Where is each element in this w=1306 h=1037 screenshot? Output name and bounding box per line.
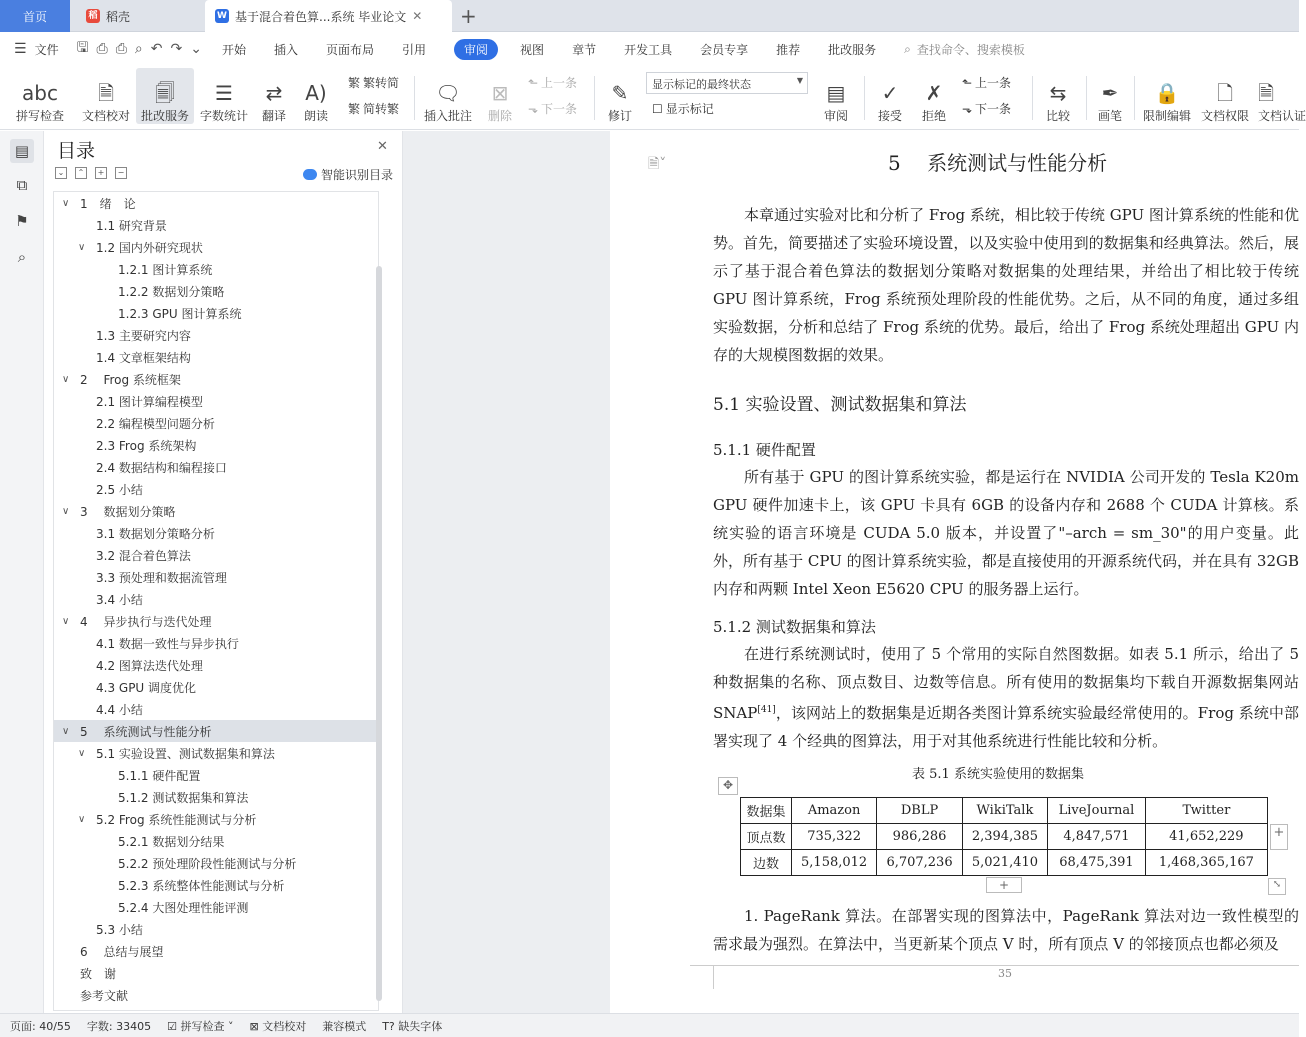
menu-review-service[interactable]: 批改服务 <box>828 42 877 57</box>
menu-chapter[interactable]: 章节 <box>572 42 597 57</box>
simp-to-trad-icon: 繁 <box>348 102 361 116</box>
chapter-title: 5 系统测试与性能分析 <box>888 151 1108 175</box>
review-pane-button[interactable] <box>816 68 856 124</box>
toc-item[interactable] <box>54 610 378 632</box>
translate-button[interactable] <box>256 68 292 124</box>
next-change-icon: ⬎ <box>962 101 973 116</box>
wps-writer-icon: W <box>215 9 229 23</box>
compare-icon: ⇆ <box>1049 81 1067 105</box>
toc-item-label: 4.1 数据一致性与异步执行 <box>96 636 239 651</box>
document-margin-area <box>403 131 610 1013</box>
show-markup-label: 显示标记 <box>665 102 714 116</box>
chevron-down-icon[interactable]: ∨ <box>62 197 70 209</box>
accept-button[interactable] <box>870 68 910 124</box>
missing-font-label: 缺失字体 <box>398 1019 443 1033</box>
toc-list <box>53 191 379 1011</box>
table-cell: 41,652,229 <box>1145 824 1267 850</box>
table-cell: 986,286 <box>877 824 962 850</box>
menu-view[interactable]: 视图 <box>520 42 545 57</box>
search-icon: ⌕ <box>904 41 911 56</box>
word-count-label: 字数统计 <box>199 109 248 123</box>
toc-item-label: 5.2 Frog 系统性能测试与分析 <box>96 812 257 827</box>
table-row <box>741 850 1268 876</box>
toc-item[interactable] <box>54 808 378 830</box>
toc-item[interactable] <box>54 676 378 698</box>
toc-item[interactable] <box>54 456 378 478</box>
table-cell: 2,394,385 <box>962 824 1047 850</box>
toc-item[interactable] <box>54 324 378 346</box>
document-page[interactable] <box>610 131 1299 1013</box>
section-5-1-heading: 5.1 实验设置、测试数据集和算法 <box>713 395 967 415</box>
delete-comment-label: 删除 <box>487 109 512 123</box>
spell-check-status-icon: ☑ <box>167 1019 177 1033</box>
preview-icon[interactable]: ⌕ <box>134 41 143 57</box>
lock-icon: 🔒 <box>1154 81 1180 105</box>
insert-comment-icon: 🗨 <box>435 81 461 105</box>
toc-item-label: 4.4 小结 <box>96 702 143 717</box>
add-column-icon[interactable]: + <box>1270 824 1288 850</box>
chevron-down-icon[interactable]: ∨ <box>62 725 70 737</box>
toc-item-label: 1.2.2 数据划分策略 <box>118 284 225 299</box>
menu-member[interactable]: 会员专享 <box>700 42 749 57</box>
toc-item[interactable] <box>54 214 378 236</box>
table-cell: 边数 <box>741 850 792 876</box>
navigation-icon[interactable]: ⧉ <box>16 176 28 194</box>
table-cell: 1,468,365,167 <box>1145 850 1267 876</box>
toc-item[interactable] <box>54 236 378 258</box>
new-tab-button[interactable]: + <box>460 4 477 28</box>
table-cell: 4,847,571 <box>1048 824 1146 850</box>
toc-item[interactable] <box>54 918 378 940</box>
redo-icon[interactable]: ↷ <box>170 41 183 57</box>
review-service-button[interactable] <box>136 68 194 124</box>
toc-title: 目录 <box>57 140 96 162</box>
translate-icon: ⇄ <box>265 81 283 105</box>
read-aloud-icon: A) <box>305 81 327 105</box>
toc-item-label: 1.2.1 图计算系统 <box>118 262 213 277</box>
toc-toolbar <box>55 167 127 179</box>
reject-button[interactable] <box>914 68 954 124</box>
menu-dev-tools[interactable]: 开发工具 <box>624 42 673 57</box>
toc-item[interactable] <box>54 346 378 368</box>
review-service-label: 批改服务 <box>140 109 189 123</box>
ribbon-divider <box>1032 76 1033 120</box>
chevron-down-icon[interactable]: ∨ <box>62 615 70 627</box>
toc-item[interactable] <box>54 522 378 544</box>
next-change-button[interactable] <box>962 100 1011 117</box>
reject-label: 拒绝 <box>921 109 946 123</box>
toc-item[interactable] <box>54 434 378 456</box>
spell-check-button[interactable] <box>8 68 72 124</box>
missing-font-status[interactable] <box>382 1018 442 1034</box>
table-caption: 表 5.1 系统实验使用的数据集 <box>912 767 1084 782</box>
table-resize-icon[interactable]: ⤡ <box>1268 878 1286 895</box>
hardware-paragraph: 所有基于 GPU 的图计算系统实验，都是运行在 NVIDIA 公司开发的 Tesla K20m GPU 硬件加速卡上，该 GPU 卡具有 6GB 的设备内存和 2688 个 CUDA 计算核。系统实验的语言环境是 CUDA 5.0 版本，并设置了"–arch = sm_30"的用户变量。此外，所有基于 CPU 的图计算系统实验，都是直接使用的开源系统代码，并在具有 32GB 内存和两颗 Intel Xeon E5620 CPU 的服务器上运行。 <box>713 468 1299 598</box>
restrict-edit-button[interactable] <box>1140 68 1194 124</box>
next-change-label: 下一条 <box>975 102 1012 116</box>
missing-font-icon: T? <box>382 1019 395 1033</box>
ribbon-divider <box>1086 76 1087 120</box>
toc-item-label: 5.2.2 预处理阶段性能测试与分析 <box>118 856 297 871</box>
menu-page-layout[interactable]: 页面布局 <box>326 42 375 57</box>
dataset-paragraph <box>713 640 1299 755</box>
read-aloud-button[interactable] <box>298 68 334 124</box>
pen-button[interactable] <box>1092 68 1128 124</box>
toc-item-label: 2.4 数据结构和编程接口 <box>96 460 227 475</box>
close-icon[interactable]: ✕ <box>377 139 388 154</box>
restrict-edit-label: 限制编辑 <box>1142 109 1191 123</box>
next-comment-button[interactable] <box>528 100 577 117</box>
read-aloud-label: 朗读 <box>303 109 328 123</box>
command-search[interactable]: 查找命令、搜索模板 <box>916 42 1025 57</box>
toc-item-label: 1.2 国内外研究现状 <box>96 240 203 255</box>
table-row <box>741 824 1268 850</box>
toc-item-label: 6 总结与展望 <box>80 944 164 959</box>
section-5-1-2-heading: 5.1.2 测试数据集和算法 <box>713 618 876 636</box>
toc-item-label: 1.4 文章框架结构 <box>96 350 191 365</box>
menu-recommend[interactable]: 推荐 <box>776 42 801 57</box>
spell-check-icon: abc <box>22 81 58 105</box>
doc-proof-status-label: 文档校对 <box>262 1019 307 1033</box>
doc-proof-label: 文档校对 <box>81 109 130 123</box>
table-header-cell: Amazon <box>791 798 876 824</box>
table-move-handle-icon[interactable]: ✥ <box>718 777 738 795</box>
spell-check-status-label: 拼写检查 <box>180 1019 225 1033</box>
tab-daoke[interactable] <box>76 0 200 32</box>
toc-item-label: 3 数据划分策略 <box>80 504 176 519</box>
tab-document[interactable] <box>205 0 452 32</box>
track-changes-icon: ✎ <box>611 81 629 105</box>
tab-home[interactable] <box>0 0 70 32</box>
dataset-text-b: ，该网站上的数据集是近期各类图计算系统实验最经常使用的。Frog 系统中部署实现了 4 个经典的图算法，用于对其他系统进行性能比较和分析。 <box>713 704 1299 750</box>
toc-item-label: 2.1 图计算编程模型 <box>96 394 203 409</box>
toc-item[interactable] <box>54 588 378 610</box>
toc-item-label: 4.2 图算法迭代处理 <box>96 658 203 673</box>
toc-item[interactable] <box>54 654 378 676</box>
ai-toc-button[interactable] <box>303 166 393 183</box>
toc-item-label: 1 绪 论 <box>80 196 136 211</box>
search-icon[interactable]: ⌕ <box>17 248 27 266</box>
table-cell: 735,322 <box>791 824 876 850</box>
toc-panel <box>45 131 403 1013</box>
ai-toc-label: 智能识别目录 <box>321 168 394 182</box>
doc-auth-label: 文档认证 <box>1258 109 1306 123</box>
print-icon[interactable]: ⎙ <box>115 41 127 57</box>
review-pane-icon: ▤ <box>826 81 846 105</box>
doc-proof-status[interactable] <box>249 1018 306 1034</box>
toc-item-label: 3.3 预处理和数据流管理 <box>96 570 227 585</box>
simp-to-trad-button[interactable] <box>348 100 399 117</box>
compare-button[interactable] <box>1038 68 1078 124</box>
toc-item[interactable] <box>54 478 378 500</box>
table-header-row <box>741 798 1268 824</box>
table-header-cell: DBLP <box>877 798 962 824</box>
table-header-cell: Twitter <box>1145 798 1267 824</box>
doc-proof-icon: 🗎 <box>97 81 115 105</box>
toc-item[interactable] <box>54 368 378 390</box>
trad-to-simp-label: 繁转简 <box>363 76 400 90</box>
menu-insert[interactable]: 插入 <box>273 42 298 57</box>
toc-item-label: 2.3 Frog 系统架构 <box>96 438 197 453</box>
toc-item-label: 4 异步执行与迭代处理 <box>80 614 212 629</box>
toc-item[interactable] <box>54 874 378 896</box>
toc-item-label: 致 谢 <box>80 966 117 981</box>
toc-item-label: 2.5 小结 <box>96 482 143 497</box>
doc-permission-button[interactable] <box>1198 68 1252 124</box>
next-comment-label: 下一条 <box>541 102 578 116</box>
doc-proof-status-icon: ⊠ <box>249 1019 259 1033</box>
citation[interactable]: [41] <box>757 705 776 715</box>
reject-icon: ✗ <box>925 81 943 105</box>
toc-item-label: 5.1.2 测试数据集和算法 <box>118 790 249 805</box>
toc-item-label: 5 系统测试与性能分析 <box>80 724 212 739</box>
word-count-icon: ☰ <box>215 81 233 105</box>
toc-item[interactable] <box>54 632 378 654</box>
export-icon[interactable]: ⎙ <box>96 41 108 57</box>
toc-item[interactable] <box>54 852 378 874</box>
toc-item[interactable] <box>54 962 378 984</box>
pagerank-paragraph: 1. PageRank 算法。在部署实现的图算法中，PageRank 算法对边一致性模型的需求最为强烈。在算法中，当更新某个顶点 V 时，所有顶点 V 的邻接顶点也都必须及 <box>713 907 1299 953</box>
track-changes-label: 修订 <box>607 109 632 123</box>
toc-item-label: 3.1 数据划分策略分析 <box>96 526 215 541</box>
ribbon-divider <box>1134 76 1135 120</box>
toc-item[interactable] <box>54 280 378 302</box>
doc-proof-button[interactable] <box>80 68 132 124</box>
table-cell: 5,021,410 <box>962 850 1047 876</box>
collapse-all-icon[interactable]: ⌃ <box>75 167 87 179</box>
toc-item[interactable] <box>54 390 378 412</box>
toc-scrollbar[interactable] <box>376 266 382 1001</box>
toc-item[interactable] <box>54 742 378 764</box>
toc-item-label: 3.2 混合着色算法 <box>96 548 191 563</box>
section-5-1-1-heading: 5.1.1 硬件配置 <box>713 441 816 459</box>
chevron-down-icon[interactable]: ∨ <box>78 813 86 825</box>
ai-icon <box>303 169 317 180</box>
page-options-icon[interactable]: 🗎˅ <box>648 156 667 172</box>
page-margin-mark <box>713 965 714 989</box>
toc-item[interactable] <box>54 258 378 280</box>
add-row-icon[interactable]: + <box>986 877 1022 893</box>
dataset-table <box>740 797 1268 876</box>
toc-item[interactable] <box>54 302 378 324</box>
bookmark-icon[interactable]: ⚑ <box>15 212 29 230</box>
toc-item[interactable] <box>54 786 378 808</box>
delete-comment-icon: ⊠ <box>491 81 509 105</box>
pen-icon: ✒ <box>1101 81 1119 105</box>
markup-mode-select[interactable] <box>646 72 808 94</box>
toc-item[interactable] <box>54 192 378 214</box>
toc-item[interactable] <box>54 720 378 742</box>
chevron-down-icon[interactable]: ∨ <box>78 747 86 759</box>
toc-item-label: 5.3 小结 <box>96 922 143 937</box>
tab-close-icon[interactable]: ✕ <box>412 9 423 23</box>
daoke-icon: 稻 <box>86 9 100 23</box>
toc-item-label: 5.1 实验设置、测试数据集和算法 <box>96 746 275 761</box>
toc-item[interactable] <box>54 830 378 852</box>
toc-item[interactable] <box>54 544 378 566</box>
toc-panel-icon[interactable]: ▤ <box>10 139 34 163</box>
markup-mode-value: 显示标记的最终状态 <box>652 78 751 91</box>
toc-item-label: 5.1.1 硬件配置 <box>118 768 201 783</box>
menu-start[interactable]: 开始 <box>221 42 246 57</box>
simp-to-trad-label: 简转繁 <box>363 102 400 116</box>
menu-bar <box>0 32 1299 66</box>
insert-comment-button[interactable] <box>422 68 474 124</box>
toc-item[interactable] <box>54 940 378 962</box>
toc-item[interactable] <box>54 698 378 720</box>
toc-item-label: 1.3 主要研究内容 <box>96 328 191 343</box>
compare-label: 比较 <box>1045 109 1070 123</box>
hamburger-icon[interactable]: ☰ <box>14 41 27 57</box>
table-header-cell: LiveJournal <box>1048 798 1146 824</box>
toc-item-label: 5.2.3 系统整体性能测试与分析 <box>118 878 285 893</box>
doc-auth-button[interactable] <box>1258 68 1306 124</box>
translate-label: 翻译 <box>261 109 286 123</box>
tab-bar <box>0 0 1299 32</box>
status-bar <box>0 1013 1299 1037</box>
more-icon[interactable]: ⌄ <box>190 41 202 57</box>
ribbon-review <box>0 66 1306 130</box>
toc-item[interactable] <box>54 566 378 588</box>
chevron-down-icon[interactable]: ∨ <box>62 505 70 517</box>
doc-permission-icon: 🗋 <box>1216 81 1234 105</box>
dataset-text-a: 在进行系统测试时，使用了 5 个常用的实际自然图数据。如表 5.1 所示，给出了 5 种数据集的名称、顶点数目、边数等信息。所有使用的数据集均下载自开源数据集网站 SNAP <box>713 645 1299 722</box>
spell-check-status[interactable]: ☑ 拼写检查 ˅ <box>167 1019 234 1033</box>
menu-file[interactable]: 文件 <box>34 42 59 57</box>
show-markup-button[interactable] <box>652 100 714 117</box>
toc-item-label: 1.2.3 GPU 图计算系统 <box>118 306 242 321</box>
toc-item[interactable] <box>54 896 378 918</box>
prev-change-label: 上一条 <box>975 76 1012 90</box>
toc-item[interactable] <box>54 412 378 434</box>
review-pane-label: 审阅 <box>823 109 848 123</box>
insert-comment-label: 插入批注 <box>423 109 472 123</box>
table-cell: 5,158,012 <box>791 850 876 876</box>
undo-icon[interactable]: ↶ <box>150 41 163 57</box>
chevron-down-icon[interactable]: ∨ <box>62 373 70 385</box>
pen-label: 画笔 <box>1097 109 1122 123</box>
toc-item[interactable] <box>54 984 378 1006</box>
doc-auth-icon: 🗎 <box>1258 81 1275 105</box>
toc-item-label: 参考文献 <box>80 988 129 1003</box>
chevron-down-icon: ▼ <box>796 76 803 85</box>
word-count-button[interactable] <box>198 68 250 124</box>
track-changes-button[interactable] <box>600 68 640 124</box>
table-cell: 68,475,391 <box>1048 850 1146 876</box>
toc-item[interactable] <box>54 764 378 786</box>
ribbon-divider <box>594 76 595 120</box>
menu-review[interactable]: 审阅 <box>454 39 498 60</box>
prev-change-icon: ⬑ <box>962 75 973 90</box>
add-heading-icon[interactable]: + <box>95 167 107 179</box>
review-service-icon: 🗐 <box>155 81 175 105</box>
toc-item-label: 3.4 小结 <box>96 592 143 607</box>
tab-document-label: 基于混合着色算...系统 毕业论文 <box>235 9 407 24</box>
delete-comment-button[interactable] <box>480 68 520 124</box>
side-icon-rail <box>0 131 44 1013</box>
toc-item-label: 4.3 GPU 调度优化 <box>96 680 197 695</box>
trad-to-simp-icon: 繁 <box>348 76 361 90</box>
toc-item-label: 2.2 编程模型问题分析 <box>96 416 215 431</box>
trad-to-simp-button[interactable] <box>348 74 399 91</box>
prev-comment-icon: ⬑ <box>528 75 539 90</box>
chevron-down-icon[interactable]: ∨ <box>78 241 86 253</box>
accept-icon: ✓ <box>881 81 899 105</box>
table-cell: 顶点数 <box>741 824 792 850</box>
table-header-cell: WikiTalk <box>962 798 1047 824</box>
toc-item-label: 2 Frog 系统框架 <box>80 372 181 387</box>
toc-item-label: 5.2.4 大图处理性能评测 <box>118 900 249 915</box>
table-header-cell: 数据集 <box>741 798 792 824</box>
prev-change-button[interactable] <box>962 74 1011 91</box>
menu-reference[interactable]: 引用 <box>402 42 427 57</box>
tab-home-label: 首页 <box>22 9 47 24</box>
ribbon-divider <box>864 76 865 120</box>
toc-item[interactable] <box>54 500 378 522</box>
word-count-indicator[interactable]: 字数: 33405 <box>86 1019 152 1033</box>
intro-paragraph: 本章通过实验对比和分析了 Frog 系统，相比较于传统 GPU 图计算系统的性能和优势。首先，简要描述了实验环境设置，以及实验中使用到的数据集和经典算法。然后，展示了基于混合着色算法的数据划分策略对数据集的处理结果，并给出了相比较于传统 GPU 图计算系统，Frog 系统预处理阶段的性能优势。之后，从不同的角度，通过多组实验数据，分析和总结了 Frog 系统的优势。最后，给出了 Frog 系统处理超出 GPU 内存的大规模图数据的效果。 <box>713 206 1299 364</box>
spell-check-label: 拼写检查 <box>15 109 64 123</box>
table-cell: 6,707,236 <box>877 850 962 876</box>
remove-heading-icon[interactable]: − <box>115 167 127 179</box>
save-icon[interactable]: 🖫 <box>76 40 89 56</box>
page-footer-line <box>690 965 1299 966</box>
page-indicator[interactable]: 页面: 40/55 <box>10 1019 71 1033</box>
compat-mode-status[interactable]: 兼容模式 <box>322 1019 367 1033</box>
tab-daoke-label: 稻壳 <box>106 9 131 24</box>
prev-comment-label: 上一条 <box>541 76 578 90</box>
prev-comment-button[interactable] <box>528 74 577 91</box>
show-markup-icon: ☐ <box>652 101 663 116</box>
next-comment-icon: ⬎ <box>528 101 539 116</box>
page-number: 35 <box>998 967 1012 980</box>
expand-all-icon[interactable]: ⌄ <box>55 167 67 179</box>
ribbon-divider <box>414 76 415 120</box>
toc-item-label: 5.2.1 数据划分结果 <box>118 834 225 849</box>
quick-access-toolbar <box>77 37 202 61</box>
accept-label: 接受 <box>877 109 902 123</box>
toc-item-label: 1.1 研究背景 <box>96 218 167 233</box>
doc-permission-label: 文档权限 <box>1200 109 1249 123</box>
